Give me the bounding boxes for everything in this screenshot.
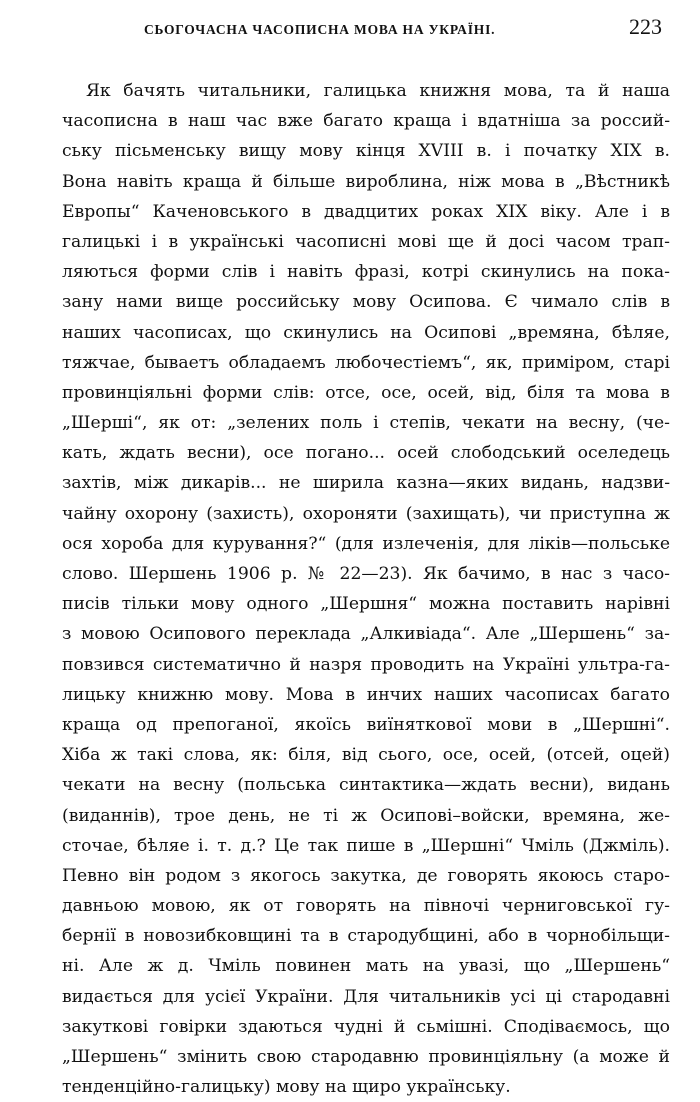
text-line: Вона навіть краща й більше вироблина, ніж мова в „Вѣстникѣ <box>62 171 670 192</box>
text-line: краща од препоганої, якоїсь виїняткової мови в „Шершні“. <box>62 714 670 735</box>
text-line: ося хороба для курування?“ (для излеченія, для ліків—польське <box>62 533 670 554</box>
text-line: ську пісьменську вищу мову кінця XVIII в. і початку XIX в. <box>62 141 670 162</box>
text-line: бернії в новозибковщині та в стародубщині, або в чорнобільщи- <box>62 926 670 947</box>
text-line: ляються форми слів і навіть фразі, котрі скинулись на пока- <box>62 262 670 283</box>
text-line: видається для усієї України. Для читальників усі ці стародавні <box>62 986 670 1007</box>
body-text <box>62 76 670 1102</box>
text-line: галицькі і в українські часописні мові ще й досі часом трап- <box>62 231 670 252</box>
text-line: Хіба ж такі слова, як: біля, від сього, осе, осей, (отсей, оцей) <box>62 745 670 766</box>
text-line: чайну охорону (захисть), охороняти (захищать), чи приступна ж <box>62 503 670 524</box>
text-line: провинціяльні форми слів: отсе, осе, осей, від, біля та мова в <box>62 382 670 403</box>
text-line: (виданнів), трое день, не ті ж Осипові–войски, времяна, же- <box>62 805 670 826</box>
text-line: з мовою Осипового переклада „Алкивіада“. Але „Шершень“ за- <box>62 624 670 645</box>
text-line: слово. Шершень 1906 р. № 22—23). Як бачимо, в нас з часо- <box>62 564 670 584</box>
page-header <box>62 14 670 54</box>
text-line: лицьку книжню мову. Мова в инчих наших часописах багато <box>62 684 670 705</box>
text-line: захтів, між дикарів... не ширила казна—яких видань, надзви- <box>62 473 670 494</box>
text-line: зану нами вище российську мову Осипова. Є чимало слів в <box>62 292 670 313</box>
text-line: наших часописах, що скинулись на Осипові „времяна, бѣляе, <box>62 322 670 343</box>
text-line: закуткові говірки здаються чудні й сьмішні. Сподіваємось, що <box>62 1016 670 1037</box>
text-line: повзився систематично й назря проводить на Україні ультра-га- <box>62 654 670 675</box>
text-line: кать, ждать весни), осе погано... осей слободський оселедець <box>62 443 670 464</box>
text-line: Як бачять читальники, галицька книжня мова, та й наша <box>86 81 670 101</box>
text-line: писів тільки мову одного „Шершня“ можна поставить нарівні <box>62 594 670 615</box>
text-line: давньою мовою, як от говорять на півночі черниговської гу- <box>62 896 670 917</box>
text-line: „Шерші“, як от: „зелених поль і степів, чекати на весну, (че- <box>62 413 670 434</box>
text-line: ні. Але ж д. Чміль повинен мать на увазі, що „Шершень“ <box>62 956 670 977</box>
page-number: 223 <box>629 14 662 39</box>
running-head: СЬОГОЧАСНА ЧАСОПИСНА МОВА НА УКРАЇНІ. <box>144 22 496 37</box>
text-line: часописна в наш час вже багато краща і вдатніша за россий- <box>62 111 670 132</box>
text-line: чекати на весну (польська синтактика—ждать весни), видань <box>62 775 670 796</box>
text-line: „Шершень“ змінить свою стародавню провинціяльну (а може й <box>62 1047 670 1067</box>
text-line: Певно він родом з якогось закутка, де говорять якоюсь старо- <box>62 865 670 886</box>
text-line: тяжчае, бываетъ обладаемъ любочестіемъ“, як, примірoм, старі <box>62 352 670 373</box>
text-line: тенденційно-галицьку) мову на щиро українську. <box>62 1077 511 1098</box>
text-line: сточае, бѣляе і. т. д.? Це так пише в „Шершні“ Чміль (Джміль). <box>62 835 670 856</box>
text-line: Европы“ Каченовського в двадцитих роках XIX віку. Але і в <box>62 201 670 222</box>
